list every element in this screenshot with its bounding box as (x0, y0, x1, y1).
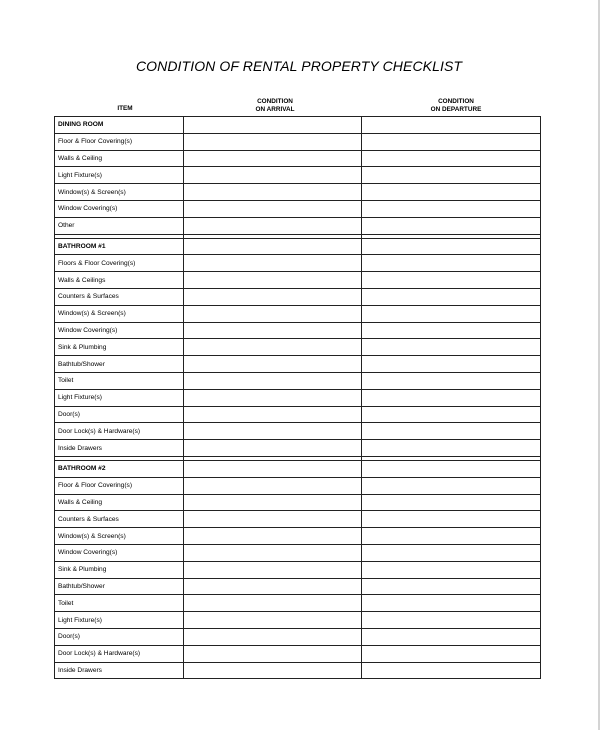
item-label: Window(s) & Screen(s) (55, 305, 184, 322)
table-row (55, 612, 541, 629)
arrival-condition-cell[interactable] (184, 167, 362, 184)
table-row (55, 184, 541, 201)
arrival-condition-cell[interactable] (184, 477, 362, 494)
table-row (55, 440, 541, 457)
item-label: Bathtub/Shower (55, 578, 184, 595)
table-row (55, 511, 541, 528)
item-label: Light Fixture(s) (55, 612, 184, 629)
item-label: Inside Drawers (55, 662, 184, 679)
column-header-item (55, 105, 195, 113)
departure-condition-cell[interactable] (362, 255, 541, 272)
departure-condition-cell[interactable] (362, 167, 541, 184)
section-title: BATHROOM #2 (55, 460, 184, 477)
item-label: Door Lock(s) & Hardware(s) (55, 423, 184, 440)
section-arrival-cell[interactable] (184, 460, 362, 477)
departure-condition-cell[interactable] (362, 133, 541, 150)
page-title: CONDITION OF RENTAL PROPERTY CHECKLIST (135, 58, 463, 74)
arrival-condition-cell[interactable] (184, 612, 362, 629)
item-label: Counters & Surfaces (55, 288, 184, 305)
item-label: Toilet (55, 372, 184, 389)
item-label: Floors & Floor Covering(s) (55, 255, 184, 272)
arrival-condition-cell[interactable] (184, 150, 362, 167)
departure-condition-cell[interactable] (362, 406, 541, 423)
section-departure-cell[interactable] (362, 460, 541, 477)
departure-condition-cell[interactable] (362, 217, 541, 234)
item-label: Walls & Ceilings (55, 272, 184, 289)
table-row (55, 255, 541, 272)
departure-condition-cell[interactable] (362, 305, 541, 322)
arrival-condition-cell[interactable] (184, 628, 362, 645)
departure-condition-cell[interactable] (362, 150, 541, 167)
arrival-condition-cell[interactable] (184, 494, 362, 511)
arrival-condition-cell[interactable] (184, 339, 362, 356)
item-label: Window(s) & Screen(s) (55, 184, 184, 201)
departure-condition-cell[interactable] (362, 423, 541, 440)
arrival-condition-cell[interactable] (184, 662, 362, 679)
arrival-condition-cell[interactable] (184, 356, 362, 373)
arrival-condition-cell[interactable] (184, 184, 362, 201)
item-label: Other (55, 217, 184, 234)
departure-condition-cell[interactable] (362, 628, 541, 645)
departure-condition-cell[interactable] (362, 494, 541, 511)
arrival-condition-cell[interactable] (184, 322, 362, 339)
arrival-condition-cell[interactable] (184, 389, 362, 406)
arrival-condition-cell[interactable] (184, 255, 362, 272)
arrival-condition-cell[interactable] (184, 528, 362, 545)
arrival-condition-cell[interactable] (184, 200, 362, 217)
table-row (55, 356, 541, 373)
arrival-condition-cell[interactable] (184, 272, 362, 289)
departure-condition-cell[interactable] (362, 578, 541, 595)
table-row (55, 406, 541, 423)
item-label: Window Covering(s) (55, 322, 184, 339)
section-departure-cell[interactable] (362, 238, 541, 255)
item-label: Door(s) (55, 406, 184, 423)
column-header-arrival (185, 98, 365, 113)
table-row (55, 628, 541, 645)
arrival-condition-cell[interactable] (184, 305, 362, 322)
departure-condition-cell[interactable] (362, 528, 541, 545)
table-row (55, 322, 541, 339)
table-row (55, 528, 541, 545)
table-row (55, 272, 541, 289)
section-arrival-cell[interactable] (184, 238, 362, 255)
table-row (55, 217, 541, 234)
arrival-condition-cell[interactable] (184, 406, 362, 423)
table-row (55, 133, 541, 150)
table-row (55, 305, 541, 322)
item-label: Walls & Ceiling (55, 494, 184, 511)
arrival-condition-cell[interactable] (184, 561, 362, 578)
departure-condition-cell[interactable] (362, 440, 541, 457)
arrival-condition-cell[interactable] (184, 595, 362, 612)
table-row (55, 494, 541, 511)
item-label: Counters & Surfaces (55, 511, 184, 528)
table-row (55, 645, 541, 662)
item-label: Bathtub/Shower (55, 356, 184, 373)
item-label: Door Lock(s) & Hardware(s) (55, 645, 184, 662)
column-header-departure-line1: CONDITION (438, 98, 474, 105)
arrival-condition-cell[interactable] (184, 544, 362, 561)
section-header-row (55, 460, 541, 477)
table-row (55, 167, 541, 184)
departure-condition-cell[interactable] (362, 272, 541, 289)
section-title: BATHROOM #1 (55, 238, 184, 255)
column-header-arrival-line1: CONDITION (257, 98, 293, 105)
departure-condition-cell[interactable] (362, 356, 541, 373)
table-row (55, 150, 541, 167)
item-label: Inside Drawers (55, 440, 184, 457)
arrival-condition-cell[interactable] (184, 440, 362, 457)
departure-condition-cell[interactable] (362, 389, 541, 406)
section-header-row (55, 117, 541, 134)
departure-condition-cell[interactable] (362, 288, 541, 305)
departure-condition-cell[interactable] (362, 339, 541, 356)
checklist-table (54, 116, 541, 679)
departure-condition-cell[interactable] (362, 372, 541, 389)
departure-condition-cell[interactable] (362, 184, 541, 201)
table-row (55, 595, 541, 612)
table-row (55, 561, 541, 578)
section-header-row (55, 238, 541, 255)
arrival-condition-cell[interactable] (184, 645, 362, 662)
item-label: Light Fixture(s) (55, 167, 184, 184)
item-label: Toilet (55, 595, 184, 612)
departure-condition-cell[interactable] (362, 511, 541, 528)
departure-condition-cell[interactable] (362, 477, 541, 494)
table-row (55, 662, 541, 679)
arrival-condition-cell[interactable] (184, 372, 362, 389)
table-row (55, 544, 541, 561)
item-label: Window Covering(s) (55, 544, 184, 561)
item-label: Window(s) & Screen(s) (55, 528, 184, 545)
checklist-body (55, 117, 541, 679)
item-label: Sink & Plumbing (55, 339, 184, 356)
item-label: Sink & Plumbing (55, 561, 184, 578)
table-row (55, 288, 541, 305)
column-header-departure-line2: ON DEPARTURE (430, 105, 482, 113)
arrival-condition-cell[interactable] (184, 217, 362, 234)
item-label: Window Covering(s) (55, 200, 184, 217)
table-row (55, 389, 541, 406)
column-header-item-label: ITEM (117, 105, 133, 112)
item-label: Walls & Ceiling (55, 150, 184, 167)
table-row (55, 578, 541, 595)
section-title: DINING ROOM (55, 117, 184, 134)
section-departure-cell[interactable] (362, 117, 541, 134)
departure-condition-cell[interactable] (362, 200, 541, 217)
column-header-arrival-line2: ON ARRIVAL (255, 105, 295, 113)
departure-condition-cell[interactable] (362, 322, 541, 339)
arrival-condition-cell[interactable] (184, 133, 362, 150)
item-label: Floor & Floor Covering(s) (55, 133, 184, 150)
departure-condition-cell[interactable] (362, 612, 541, 629)
table-row (55, 372, 541, 389)
section-arrival-cell[interactable] (184, 117, 362, 134)
table-row (55, 339, 541, 356)
arrival-condition-cell[interactable] (184, 423, 362, 440)
departure-condition-cell[interactable] (362, 544, 541, 561)
departure-condition-cell[interactable] (362, 662, 541, 679)
arrival-condition-cell[interactable] (184, 578, 362, 595)
departure-condition-cell[interactable] (362, 561, 541, 578)
table-row (55, 200, 541, 217)
table-row (55, 477, 541, 494)
departure-condition-cell[interactable] (362, 595, 541, 612)
arrival-condition-cell[interactable] (184, 288, 362, 305)
departure-condition-cell[interactable] (362, 645, 541, 662)
table-row (55, 423, 541, 440)
arrival-condition-cell[interactable] (184, 511, 362, 528)
column-header-departure (366, 98, 546, 113)
item-label: Door(s) (55, 628, 184, 645)
item-label: Floor & Floor Covering(s) (55, 477, 184, 494)
item-label: Light Fixture(s) (55, 389, 184, 406)
